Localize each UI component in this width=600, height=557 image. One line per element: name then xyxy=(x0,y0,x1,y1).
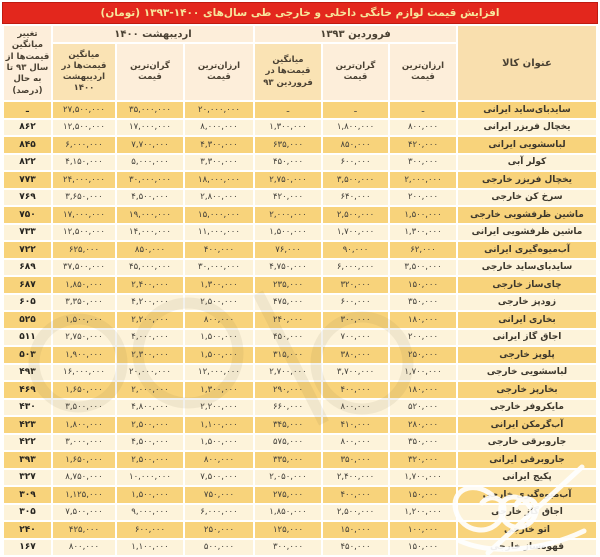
change-percent-cell: ۲۴۰ xyxy=(4,522,51,538)
change-percent-cell: ۷۶۹ xyxy=(4,190,51,206)
group-header-row xyxy=(4,26,596,42)
product-name-cell: ماشین ظرفشویی ایرانی xyxy=(458,225,596,241)
average-1393-cell: ۲,۷۵۰,۰۰۰ xyxy=(255,172,321,188)
cheapest-1393-cell: ۸۰۰,۰۰۰ xyxy=(390,120,456,136)
cheapest-1400-cell: ۴۰۰,۰۰۰ xyxy=(185,242,253,258)
most-expensive-1400-cell: ۱۰,۰۰۰,۰۰۰ xyxy=(117,470,183,486)
average-1393-cell: ۴۵۰,۰۰۰ xyxy=(255,330,321,346)
average-1400-cell: ۴۲۵,۰۰۰ xyxy=(53,522,115,538)
average-1393-cell: ۳۴۵,۰۰۰ xyxy=(255,417,321,433)
change-percent-cell: ۸۴۵ xyxy=(4,137,51,153)
table-row xyxy=(4,277,596,293)
change-percent-cell: ۶۰۵ xyxy=(4,295,51,311)
average-1400-cell: ۱,۹۰۰,۰۰۰ xyxy=(53,347,115,363)
product-name-cell: مایکروفر خارجی xyxy=(458,400,596,416)
average-1400-cell: ۱,۶۵۰,۰۰۰ xyxy=(53,452,115,468)
average-1393-cell: ۲۳۵,۰۰۰ xyxy=(255,277,321,293)
cheapest-1400-cell: ۱,۵۰۰,۰۰۰ xyxy=(185,347,253,363)
cheapest-1393-cell: ۱۵۰,۰۰۰ xyxy=(390,487,456,503)
change-percent-cell: ۷۳۳ xyxy=(4,225,51,241)
cheapest-1393-cell: ۱۵۰,۰۰۰ xyxy=(390,277,456,293)
table-row xyxy=(4,540,596,556)
average-1400-cell: ۳,۳۵۰,۰۰۰ xyxy=(53,295,115,311)
product-name-cell: زودپز خارجی xyxy=(458,295,596,311)
most-expensive-1393-cell: ۴۰۰,۰۰۰ xyxy=(323,382,388,398)
average-1393-cell: ۴۵۰,۰۰۰ xyxy=(255,155,321,171)
product-name-cell: کولر آبی xyxy=(458,155,596,171)
cheapest-1393-cell: ۳۵۰,۰۰۰ xyxy=(390,295,456,311)
cheapest-1400-cell: ۲,۸۰۰,۰۰۰ xyxy=(185,190,253,206)
table-row xyxy=(4,365,596,381)
cheapest-1393-cell: ۳۰۰,۰۰۰ xyxy=(390,155,456,171)
most-expensive-1400-cell: ۲,۳۰۰,۰۰۰ xyxy=(117,347,183,363)
cheapest-1400-cell: ۸۰۰,۰۰۰ xyxy=(185,452,253,468)
most-expensive-1393-cell: ۶۰۰,۰۰۰ xyxy=(323,155,388,171)
most-expensive-1400-cell: ۹,۰۰۰,۰۰۰ xyxy=(117,505,183,521)
cheapest-1400-cell: ۱,۵۰۰,۰۰۰ xyxy=(185,435,253,451)
change-percent-cell: ۳۰۵ xyxy=(4,505,51,521)
average-1393-cell: ۵۷۵,۰۰۰ xyxy=(255,435,321,451)
table-title-bar xyxy=(2,2,598,24)
cheapest-1393-cell: ۴۲۰,۰۰۰ xyxy=(390,137,456,153)
product-name-cell: اجاق گاز ایرانی xyxy=(458,330,596,346)
table-row xyxy=(4,400,596,416)
table-row xyxy=(4,470,596,486)
change-percent-cell: ۵۲۵ xyxy=(4,312,51,328)
average-1400-cell: ۱,۸۰۰,۰۰۰ xyxy=(53,417,115,433)
cheapest-1393-cell: ۲۰۰,۰۰۰ xyxy=(390,190,456,206)
change-percent-cell: ـ xyxy=(4,102,51,118)
average-1400-cell: ۳,۰۰۰,۰۰۰ xyxy=(53,435,115,451)
average-1393-cell: ۴۷۵,۰۰۰ xyxy=(255,295,321,311)
cheapest-1393-cell: ۱,۵۰۰,۰۰۰ xyxy=(390,207,456,223)
table-row xyxy=(4,120,596,136)
product-name-cell: آب‌گرمکن ایرانی xyxy=(458,417,596,433)
most-expensive-1400-cell: ۲,۰۰۰,۰۰۰ xyxy=(117,382,183,398)
table-row xyxy=(4,382,596,398)
average-1393-cell: ۱۲۵,۰۰۰ xyxy=(255,522,321,538)
product-name-cell: لباسشویی ایرانی xyxy=(458,137,596,153)
cheapest-1400-cell: ۸۰۰,۰۰۰ xyxy=(185,312,253,328)
most-expensive-1393-cell: ۴۱۰,۰۰۰ xyxy=(323,417,388,433)
most-expensive-1400-cell: ۴,۲۰۰,۰۰۰ xyxy=(117,295,183,311)
cheapest-1400-cell: ۷۵۰,۰۰۰ xyxy=(185,487,253,503)
table-row xyxy=(4,137,596,153)
cheapest-1400-cell: ۱,۳۰۰,۰۰۰ xyxy=(185,277,253,293)
most-expensive-1400-cell: ۱۴,۰۰۰,۰۰۰ xyxy=(117,225,183,241)
most-expensive-1393-cell: ۲,۵۰۰,۰۰۰ xyxy=(323,505,388,521)
change-percent-cell: ۸۲۲ xyxy=(4,155,51,171)
average-1393-cell: ۳۳۵,۰۰۰ xyxy=(255,452,321,468)
table-row xyxy=(4,452,596,468)
table-row xyxy=(4,312,596,328)
product-name-cell: سرخ کن خارجی xyxy=(458,190,596,206)
average-1400-cell: ۷,۵۰۰,۰۰۰ xyxy=(53,505,115,521)
most-expensive-1393-cell: ۶۴۰,۰۰۰ xyxy=(323,190,388,206)
table-row xyxy=(4,260,596,276)
group-header-farvardin-1393: فروردین ۱۳۹۳ xyxy=(255,26,456,42)
most-expensive-1400-cell: ۱۹,۰۰۰,۰۰۰ xyxy=(117,207,183,223)
product-name-cell: جاروبرقی ایرانی xyxy=(458,452,596,468)
cheapest-1400-cell: ۴,۳۰۰,۰۰۰ xyxy=(185,137,253,153)
table-row xyxy=(4,295,596,311)
average-1393-cell: ۷۶,۰۰۰ xyxy=(255,242,321,258)
most-expensive-1393-cell: ۳,۵۰۰,۰۰۰ xyxy=(323,172,388,188)
average-1393-cell: ـ xyxy=(255,102,321,118)
most-expensive-1393-cell: ۳۵۰,۰۰۰ xyxy=(323,452,388,468)
average-1400-cell: ۱,۱۲۵,۰۰۰ xyxy=(53,487,115,503)
table-row xyxy=(4,347,596,363)
most-expensive-1393-cell: ۱,۸۰۰,۰۰۰ xyxy=(323,120,388,136)
cheapest-1393-cell: ۳۲۰,۰۰۰ xyxy=(390,452,456,468)
product-name-cell: جاروبرقی خارجی xyxy=(458,435,596,451)
table-row xyxy=(4,487,596,503)
most-expensive-1393-cell: ۷۰۰,۰۰۰ xyxy=(323,330,388,346)
change-percent-cell: ۳۹۳ xyxy=(4,452,51,468)
product-name-cell: چای‌ساز خارجی xyxy=(458,277,596,293)
average-1400-cell: ۳,۵۰۰,۰۰۰ xyxy=(53,400,115,416)
most-expensive-1393-cell: ۳۲۰,۰۰۰ xyxy=(323,277,388,293)
table-row xyxy=(4,435,596,451)
cheapest-1393-cell: ۱۵۰,۰۰۰ xyxy=(390,540,456,556)
average-1400-cell: ۸۰۰,۰۰۰ xyxy=(53,540,115,556)
average-1400-cell: ۱۷,۰۰۰,۰۰۰ xyxy=(53,207,115,223)
most-expensive-1400-cell: ۳۰,۰۰۰,۰۰۰ xyxy=(117,172,183,188)
change-percent-cell: ۳۰۹ xyxy=(4,487,51,503)
cheapest-1400-cell: ۱۱,۰۰۰,۰۰۰ xyxy=(185,225,253,241)
page-title: افزایش قیمت لوازم خانگی داخلی و خارجی طی سال‌های ۱۴۰۰-۱۳۹۳ (تومان) xyxy=(100,7,500,19)
cheapest-1393-cell: ۱۰۰,۰۰۰ xyxy=(390,522,456,538)
cheapest-1400-cell: ۶,۰۰۰,۰۰۰ xyxy=(185,505,253,521)
average-1400-cell: ۲۷,۵۰۰,۰۰۰ xyxy=(53,102,115,118)
table-row xyxy=(4,207,596,223)
product-name-cell: اجاق گاز خارجی xyxy=(458,505,596,521)
average-1393-cell: ۱,۳۰۰,۰۰۰ xyxy=(255,120,321,136)
average-1400-cell: ۶,۰۰۰,۰۰۰ xyxy=(53,137,115,153)
cheapest-1400-cell: ۱,۳۰۰,۰۰۰ xyxy=(185,382,253,398)
product-name-cell: ساید‌بای‌ساید ایرانی xyxy=(458,102,596,118)
cheapest-1400-cell: ۵۰۰,۰۰۰ xyxy=(185,540,253,556)
column-header-most-expensive-1400: گران‌ترین قیمت xyxy=(117,44,183,100)
cheapest-1400-cell: ۱۸,۰۰۰,۰۰۰ xyxy=(185,172,253,188)
most-expensive-1393-cell: ۳۸۰,۰۰۰ xyxy=(323,347,388,363)
cheapest-1393-cell: ۱,۳۰۰,۰۰۰ xyxy=(390,225,456,241)
table-row xyxy=(4,417,596,433)
most-expensive-1400-cell: ۱۷,۰۰۰,۰۰۰ xyxy=(117,120,183,136)
average-1400-cell: ۸,۷۵۰,۰۰۰ xyxy=(53,470,115,486)
most-expensive-1400-cell: ۲,۴۰۰,۰۰۰ xyxy=(117,277,183,293)
cheapest-1393-cell: ۲۰۰,۰۰۰ xyxy=(390,330,456,346)
product-name-cell: یخچال فریزر خارجی xyxy=(458,172,596,188)
average-1393-cell: ۱,۸۵۰,۰۰۰ xyxy=(255,505,321,521)
cheapest-1393-cell: ۲۵۰,۰۰۰ xyxy=(390,347,456,363)
average-1393-cell: ۲۷۵,۰۰۰ xyxy=(255,487,321,503)
cheapest-1400-cell: ۱۵,۰۰۰,۰۰۰ xyxy=(185,207,253,223)
product-name-cell: ماشین ظرفشویی خارجی xyxy=(458,207,596,223)
cheapest-1393-cell: ۱,۲۰۰,۰۰۰ xyxy=(390,505,456,521)
most-expensive-1393-cell: ۴۵۰,۰۰۰ xyxy=(323,540,388,556)
cheapest-1400-cell: ۲,۲۰۰,۰۰۰ xyxy=(185,400,253,416)
average-1400-cell: ۳,۶۵۰,۰۰۰ xyxy=(53,190,115,206)
most-expensive-1393-cell: ۸۰۰,۰۰۰ xyxy=(323,435,388,451)
column-header-most-expensive-1393: گران‌ترین قیمت xyxy=(323,44,388,100)
table-row xyxy=(4,522,596,538)
column-header-change-percent: تغییر میانگین قیمت‌ها از سال ۹۳ تا به حال (درصد) xyxy=(4,26,51,100)
cheapest-1393-cell: ۱,۷۰۰,۰۰۰ xyxy=(390,470,456,486)
average-1393-cell: ۴۲۰,۰۰۰ xyxy=(255,190,321,206)
average-1393-cell: ۳۰۰,۰۰۰ xyxy=(255,540,321,556)
group-header-ordibehesht-1400: اردیبهشت ۱۴۰۰ xyxy=(53,26,253,42)
change-percent-cell: ۴۶۹ xyxy=(4,382,51,398)
cheapest-1400-cell: ۸,۰۰۰,۰۰۰ xyxy=(185,120,253,136)
cheapest-1400-cell: ۱۲,۰۰۰,۰۰۰ xyxy=(185,365,253,381)
average-1393-cell: ۱,۵۰۰,۰۰۰ xyxy=(255,225,321,241)
average-1393-cell: ۲,۰۰۰,۰۰۰ xyxy=(255,207,321,223)
change-percent-cell: ۱۶۷ xyxy=(4,540,51,556)
most-expensive-1400-cell: ۴,۰۰۰,۰۰۰ xyxy=(117,330,183,346)
most-expensive-1400-cell: ۸۵۰,۰۰۰ xyxy=(117,242,183,258)
table-header xyxy=(4,26,596,100)
table-row xyxy=(4,190,596,206)
average-1393-cell: ۴,۷۵۰,۰۰۰ xyxy=(255,260,321,276)
average-1393-cell: ۲,۰۵۰,۰۰۰ xyxy=(255,470,321,486)
cheapest-1393-cell: ۲,۰۰۰,۰۰۰ xyxy=(390,172,456,188)
table-body xyxy=(4,102,596,555)
average-1400-cell: ۲,۷۵۰,۰۰۰ xyxy=(53,330,115,346)
change-percent-cell: ۶۸۷ xyxy=(4,277,51,293)
most-expensive-1393-cell: ۱,۷۰۰,۰۰۰ xyxy=(323,225,388,241)
change-percent-cell: ۴۹۳ xyxy=(4,365,51,381)
change-percent-cell: ۴۲۳ xyxy=(4,417,51,433)
average-1400-cell: ۱۲,۵۰۰,۰۰۰ xyxy=(53,120,115,136)
table-row xyxy=(4,242,596,258)
cheapest-1400-cell: ۱,۱۰۰,۰۰۰ xyxy=(185,417,253,433)
most-expensive-1400-cell: ۲,۲۰۰,۰۰۰ xyxy=(117,312,183,328)
product-name-cell: بخاری ایرانی xyxy=(458,312,596,328)
average-1400-cell: ۴,۱۵۰,۰۰۰ xyxy=(53,155,115,171)
average-1400-cell: ۱۲,۵۰۰,۰۰۰ xyxy=(53,225,115,241)
product-name-cell: قهوه‌ساز خارجی xyxy=(458,540,596,556)
cheapest-1393-cell: ۱۸۰,۰۰۰ xyxy=(390,382,456,398)
cheapest-1400-cell: ۳,۳۰۰,۰۰۰ xyxy=(185,155,253,171)
column-header-cheapest-1400: ارزان‌ترین قیمت xyxy=(185,44,253,100)
change-percent-cell: ۶۸۹ xyxy=(4,260,51,276)
average-1400-cell: ۱,۵۰۰,۰۰۰ xyxy=(53,312,115,328)
average-1393-cell: ۶۶۰,۰۰۰ xyxy=(255,400,321,416)
average-1393-cell: ۲۹۰,۰۰۰ xyxy=(255,382,321,398)
average-1400-cell: ۱,۸۵۰,۰۰۰ xyxy=(53,277,115,293)
most-expensive-1400-cell: ۴۵,۰۰۰,۰۰۰ xyxy=(117,260,183,276)
product-name-cell: ساید‌بای‌ساید خارجی xyxy=(458,260,596,276)
product-name-cell: پکیج ایرانی xyxy=(458,470,596,486)
most-expensive-1393-cell: ۴۰۰,۰۰۰ xyxy=(323,487,388,503)
cheapest-1393-cell: ۱۸۰,۰۰۰ xyxy=(390,312,456,328)
column-header-average-1400: میانگین قیمت‌ها در اردیبهشت ۱۴۰۰ xyxy=(53,44,115,100)
change-percent-cell: ۷۲۲ xyxy=(4,242,51,258)
cheapest-1393-cell: ۳,۵۰۰,۰۰۰ xyxy=(390,260,456,276)
most-expensive-1400-cell: ۱,۵۰۰,۰۰۰ xyxy=(117,487,183,503)
average-1400-cell: ۱۶,۰۰۰,۰۰۰ xyxy=(53,365,115,381)
product-name-cell: آب‌میوه‌گیری ایرانی xyxy=(458,242,596,258)
most-expensive-1393-cell: ۸۵۰,۰۰۰ xyxy=(323,137,388,153)
appliance-price-table xyxy=(2,24,598,557)
product-name-cell: بخارپز خارجی xyxy=(458,382,596,398)
change-percent-cell: ۳۲۷ xyxy=(4,470,51,486)
most-expensive-1393-cell: ۲,۴۰۰,۰۰۰ xyxy=(323,470,388,486)
product-name-cell: اتو خارجی xyxy=(458,522,596,538)
most-expensive-1400-cell: ۲,۵۰۰,۰۰۰ xyxy=(117,452,183,468)
table-row xyxy=(4,155,596,171)
change-percent-cell: ۵۱۱ xyxy=(4,330,51,346)
most-expensive-1400-cell: ۷,۷۰۰,۰۰۰ xyxy=(117,137,183,153)
average-1393-cell: ۲۴۰,۰۰۰ xyxy=(255,312,321,328)
product-name-cell: پلوپز خارجی xyxy=(458,347,596,363)
most-expensive-1393-cell: ـ xyxy=(323,102,388,118)
average-1393-cell: ۲,۷۰۰,۰۰۰ xyxy=(255,365,321,381)
average-1400-cell: ۳۷,۵۰۰,۰۰۰ xyxy=(53,260,115,276)
most-expensive-1393-cell: ۶,۰۰۰,۰۰۰ xyxy=(323,260,388,276)
change-percent-cell: ۷۷۳ xyxy=(4,172,51,188)
cheapest-1393-cell: ۲۸۰,۰۰۰ xyxy=(390,417,456,433)
change-percent-cell: ۴۲۲ xyxy=(4,435,51,451)
most-expensive-1400-cell: ۲۰,۰۰۰,۰۰۰ xyxy=(117,365,183,381)
column-header-product: عنوان کالا xyxy=(458,26,596,100)
most-expensive-1393-cell: ۱۵۰,۰۰۰ xyxy=(323,522,388,538)
column-header-average-1393: میانگین قیمت‌ها در فروردین ۹۳ xyxy=(255,44,321,100)
column-header-cheapest-1393: ارزان‌ترین قیمت xyxy=(390,44,456,100)
most-expensive-1400-cell: ۳۵,۰۰۰,۰۰۰ xyxy=(117,102,183,118)
product-name-cell: یخچال فریزر ایرانی xyxy=(458,120,596,136)
average-1393-cell: ۶۳۵,۰۰۰ xyxy=(255,137,321,153)
cheapest-1400-cell: ۲۰,۰۰۰,۰۰۰ xyxy=(185,102,253,118)
most-expensive-1393-cell: ۹۰,۰۰۰ xyxy=(323,242,388,258)
table-row xyxy=(4,172,596,188)
cheapest-1400-cell: ۳۰,۰۰۰,۰۰۰ xyxy=(185,260,253,276)
cheapest-1393-cell: ۱,۷۰۰,۰۰۰ xyxy=(390,365,456,381)
most-expensive-1393-cell: ۲,۵۰۰,۰۰۰ xyxy=(323,207,388,223)
cheapest-1393-cell: ۵۲۰,۰۰۰ xyxy=(390,400,456,416)
cheapest-1393-cell: ـ xyxy=(390,102,456,118)
most-expensive-1393-cell: ۶۰۰,۰۰۰ xyxy=(323,295,388,311)
change-percent-cell: ۵۰۳ xyxy=(4,347,51,363)
most-expensive-1400-cell: ۴,۸۰۰,۰۰۰ xyxy=(117,400,183,416)
most-expensive-1393-cell: ۳۰۰,۰۰۰ xyxy=(323,312,388,328)
most-expensive-1393-cell: ۳,۷۰۰,۰۰۰ xyxy=(323,365,388,381)
change-percent-cell: ۷۵۰ xyxy=(4,207,51,223)
cheapest-1393-cell: ۶۲,۰۰۰ xyxy=(390,242,456,258)
most-expensive-1393-cell: ۸۰۰,۰۰۰ xyxy=(323,400,388,416)
cheapest-1400-cell: ۱,۵۰۰,۰۰۰ xyxy=(185,330,253,346)
table-row xyxy=(4,102,596,118)
table-row xyxy=(4,330,596,346)
cheapest-1393-cell: ۳۵۰,۰۰۰ xyxy=(390,435,456,451)
table-row xyxy=(4,505,596,521)
change-percent-cell: ۴۳۰ xyxy=(4,400,51,416)
average-1400-cell: ۶۲۵,۰۰۰ xyxy=(53,242,115,258)
most-expensive-1400-cell: ۱,۱۰۰,۰۰۰ xyxy=(117,540,183,556)
average-1393-cell: ۳۱۵,۰۰۰ xyxy=(255,347,321,363)
most-expensive-1400-cell: ۵,۰۰۰,۰۰۰ xyxy=(117,155,183,171)
most-expensive-1400-cell: ۶۰۰,۰۰۰ xyxy=(117,522,183,538)
average-1400-cell: ۲۴,۰۰۰,۰۰۰ xyxy=(53,172,115,188)
table-row xyxy=(4,225,596,241)
change-percent-cell: ۸۶۲ xyxy=(4,120,51,136)
product-name-cell: آب‌میوه‌گیری خارجی xyxy=(458,487,596,503)
most-expensive-1400-cell: ۴,۵۰۰,۰۰۰ xyxy=(117,435,183,451)
cheapest-1400-cell: ۲,۵۰۰,۰۰۰ xyxy=(185,295,253,311)
cheapest-1400-cell: ۲۵۰,۰۰۰ xyxy=(185,522,253,538)
cheapest-1400-cell: ۷,۵۰۰,۰۰۰ xyxy=(185,470,253,486)
product-name-cell: لباسشویی خارجی xyxy=(458,365,596,381)
most-expensive-1400-cell: ۴,۵۰۰,۰۰۰ xyxy=(117,190,183,206)
average-1400-cell: ۱,۶۵۰,۰۰۰ xyxy=(53,382,115,398)
most-expensive-1400-cell: ۲,۵۰۰,۰۰۰ xyxy=(117,417,183,433)
